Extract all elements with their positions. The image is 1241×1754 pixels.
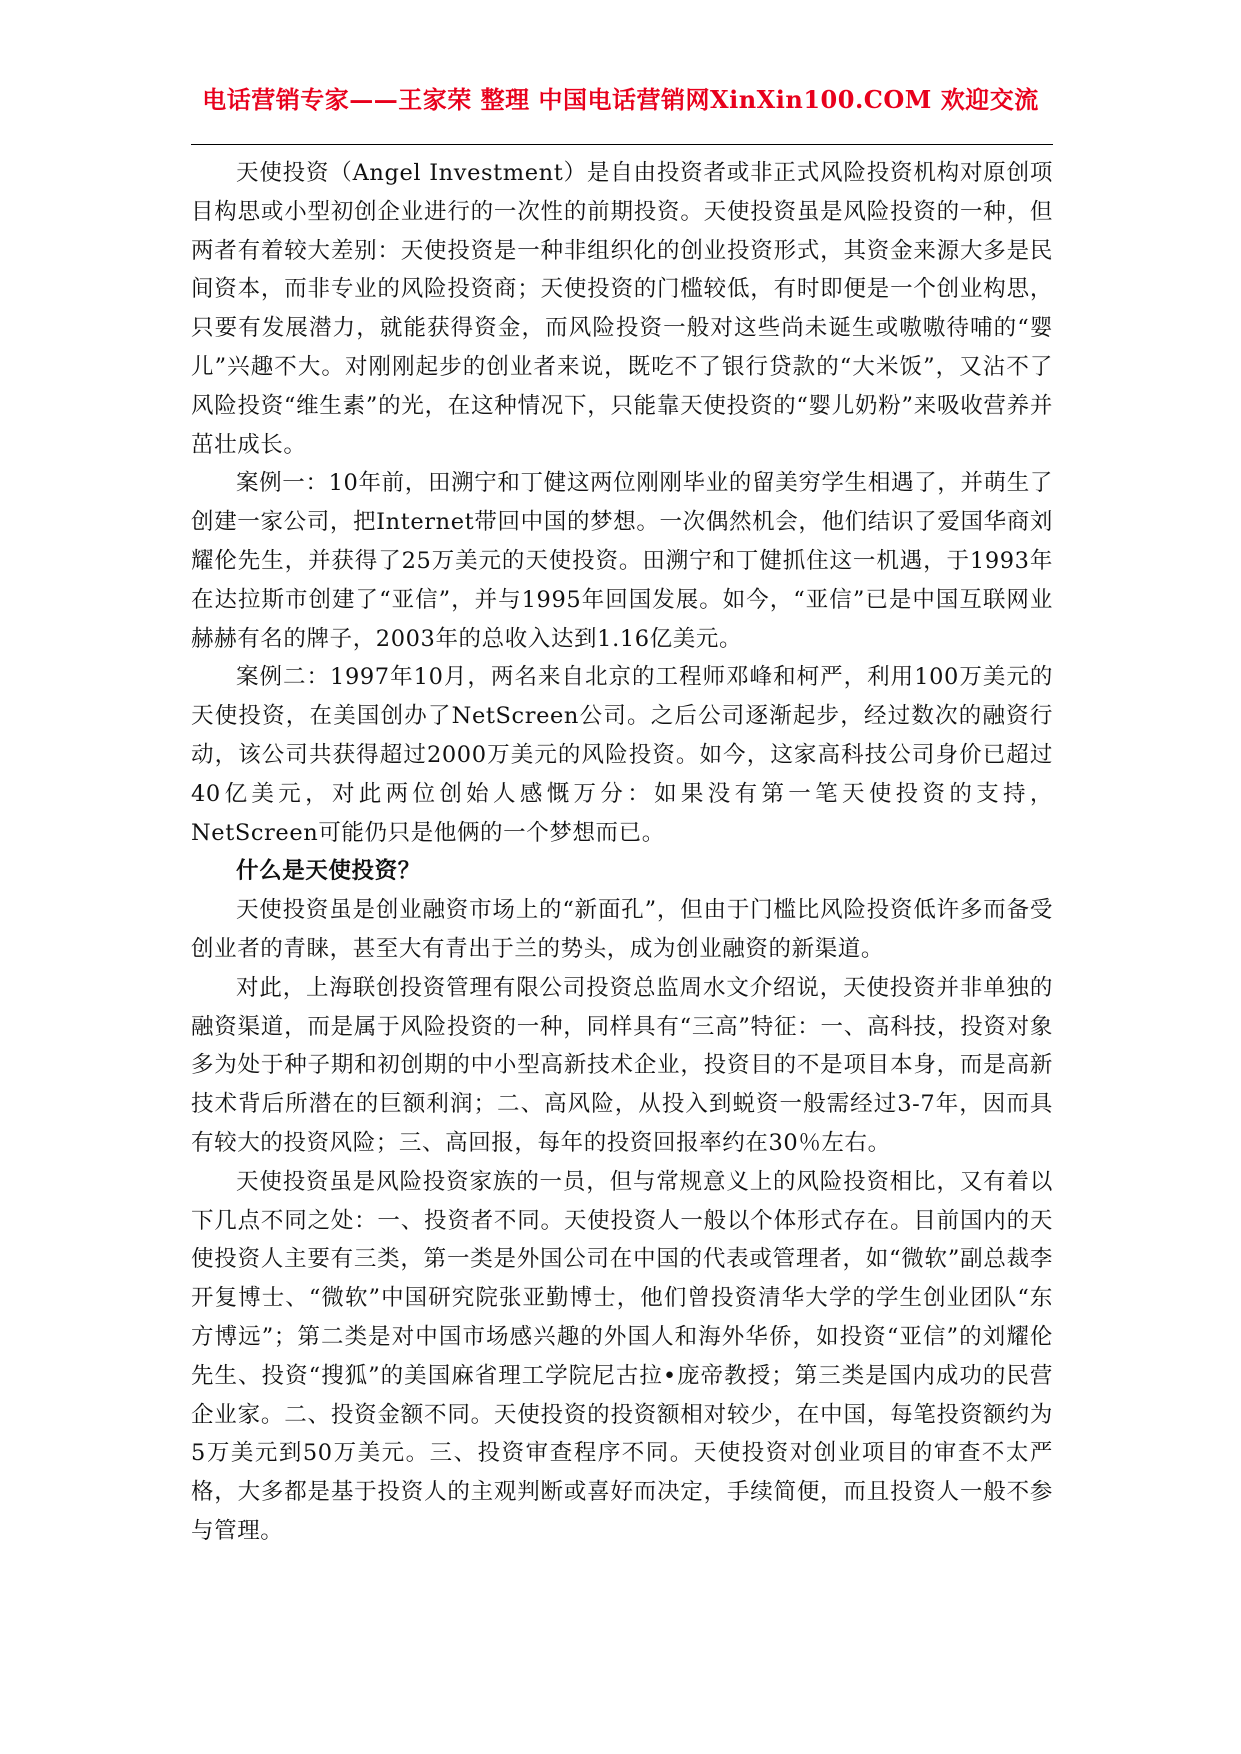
section-heading: 什么是天使投资？ [236,858,421,885]
paragraph-case-two: 案例二：1997年10月，两名来自北京的工程师邓峰和柯严，利用100万美元的天使投资，在美国创办了NetScreen公司。之后公司逐渐起步，经过数次的融资行动，该公司共获得超过2000万美元的风险投资。如今，这家高科技公司身价已超过40亿美元，对此两位创始人感慨万分：如果没有第一笔天使投资的支持，NetScreen可能仍只是他俩的一个梦想而已。 [191,664,1053,846]
header-divider [191,144,1053,145]
paragraph-three-highs: 对此，上海联创投资管理有限公司投资总监周水文介绍说，天使投资并非单独的融资渠道，而是属于风险投资的一种，同样具有“三高”特征：一、高科技，投资对象多为处于种子期和初创期的中小型高新技术企业，投资目的不是项目本身，而是高新技术背后所潜在的巨额利润；二、高风险，从投入到蜕资一般需经过3-7年，因而具有较大的投资风险；三、高回报，每年的投资回报率约在30％左右。 [191,974,1053,1156]
page-header-banner: 电话营销专家——王家荣 整理 中国电话营销网XinXin100.COM 欢迎交流 [202,85,1039,114]
paragraph-differences: 天使投资虽是风险投资家族的一员，但与常规意义上的风险投资相比，又有着以下几点不同之处：一、投资者不同。天使投资人一般以个体形式存在。目前国内的天使投资人主要有三类，第一类是外国公司在中国的代表或管理者，如“微软”副总裁李开复博士、“微软”中国研究院张亚勤博士，他们曾投资清华大学的学生创业团队“东方博远”；第二类是对中国市场感兴趣的外国人和海外华侨，如投资“亚信”的刘耀伦先生、投资“搜狐”的美国麻省理工学院尼古拉•庞帝教授；第三类是国内成功的民营企业家。二、投资金额不同。天使投资的投资额相对较少，在中国，每笔投资额约为5万美元到50万美元。三、投资审查程序不同。天使投资对创业项目的审查不太严格，大多都是基于投资人的主观判断或喜好而决定，手续简便，而且投资人一般不参与管理。 [191,1168,1053,1544]
paragraph-case-one: 案例一：10年前，田溯宁和丁健这两位刚刚毕业的留美穷学生相遇了，并萌生了创建一家公司，把Internet带回中国的梦想。一次偶然机会，他们结识了爱国华商刘耀伦先生，并获得了25万美元的天使投资。田溯宁和丁健抓住这一机遇，于1993年在达拉斯市创建了“亚信”，并与1995年回国发展。如今，“亚信”已是中国互联网业赫赫有名的牌子，2003年的总收入达到1.16亿美元。 [191,470,1053,652]
paragraph-intro: 天使投资（Angel Investment）是自由投资者或非正式风险投资机构对原创项目构思或小型初创企业进行的一次性的前期投资。天使投资虽是风险投资的一种，但两者有着较大差别：天使投资是一种非组织化的创业投资形式，其资金来源大多是民间资本，而非专业的风险投资商；天使投资的门槛较低，有时即便是一个创业构思，只要有发展潜力，就能获得资金，而风险投资一般对这些尚未诞生或嗷嗷待哺的“婴儿”兴趣不大。对刚刚起步的创业者来说，既吃不了银行贷款的“大米饭”，又沾不了风险投资“维生素”的光，在这种情况下，只能靠天使投资的“婴儿奶粉”来吸收营养并茁壮成长。 [191,160,1053,458]
document-body [191,154,1053,1551]
paragraph-new-channel: 天使投资虽是创业融资市场上的“新面孔”，但由于门槛比风险投资低许多而备受创业者的青睐，甚至大有青出于兰的势头，成为创业融资的新渠道。 [191,897,1053,962]
